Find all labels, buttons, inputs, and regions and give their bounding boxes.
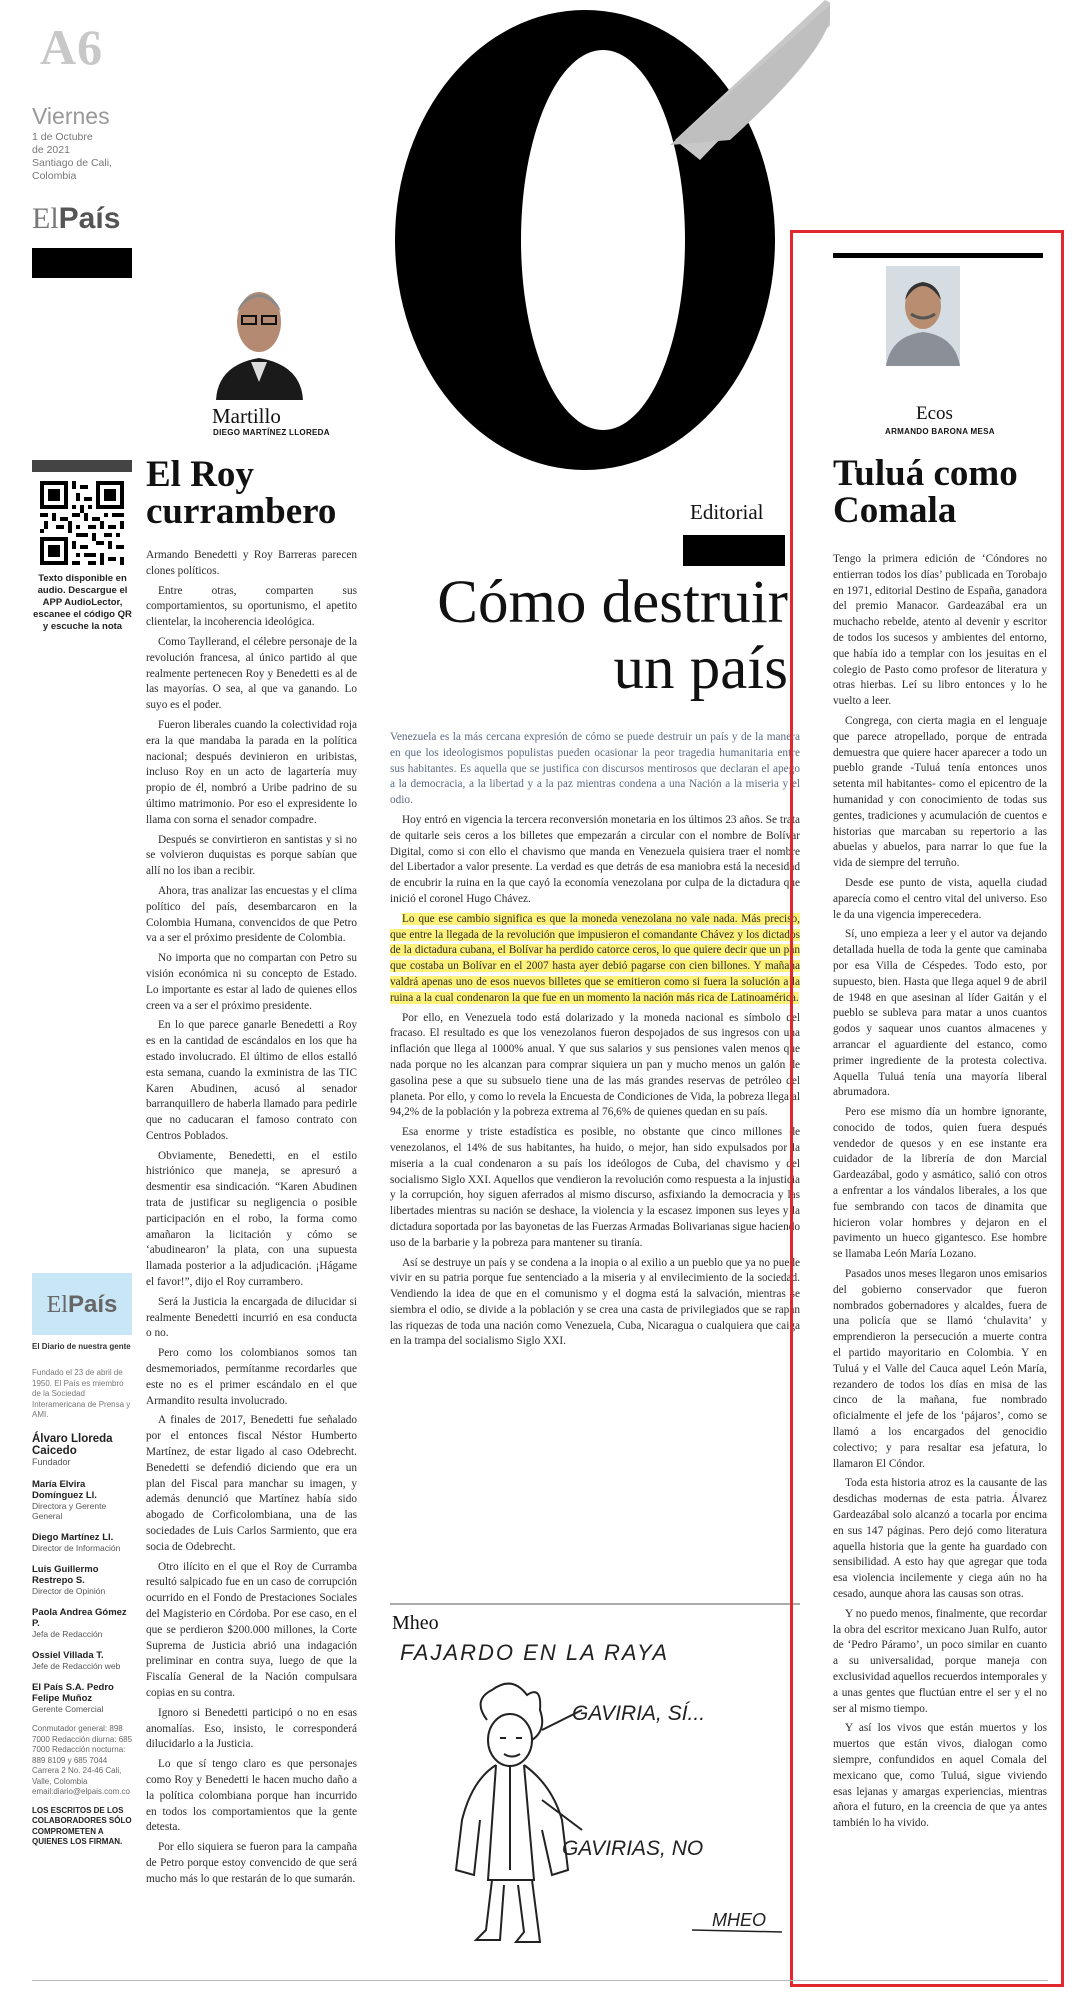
page-year: de 2021 (32, 144, 70, 156)
section-ecos: Ecos (916, 403, 953, 424)
editorial-p4: Así se destruye un país y se condena a la inopia o al exilio a un pueblo que ya no puede vivir en su patria porque fue sentenciado a la miseria y al envilecimiento de la sociedad. Vendiendo la idea de que en el comunismo y el dogma está la salvación, mientras se siembra el odio, se divide a la población y se crea una casta de privilegiados que se rapan las riquezas de toda una nación como Venezuela, Cuba, Nicaragua o cualquiera que caiga en la trampa del socialismo Siglo XXI. (390, 1256, 800, 1348)
editorial-body (390, 730, 800, 1354)
staff-role: Directora y Gerente General (32, 1501, 107, 1521)
staff-name: Paola Andrea Gómez P. (32, 1607, 127, 1629)
ecos-p8: Y no puedo menos, finalmente, que recordar la obra del escritor mexicano Juan Rulfo, autor de ‘Pedro Páramo’, un poco similar en cuanto a su universalidad, porque maneja con exclusividad aquellos recuerdos intemporales y a unas gentes que fluctúan entre el ser y el no ser al mismo tiempo. (833, 1607, 1047, 1715)
cartoon-label: Mheo (392, 1612, 439, 1634)
ecos-p4: Sí, uno empieza a leer y el autor va dejando detallada huella de toda la gente que caminaba por esa Villa de Céspedes. Todo esto, por supuesto, bien. Hasta que llega aquel 9 de abril de 1948 en que asesinan al líder Gaitán y el pueblo se subleva para matar a unos cuantos godos y saquear unos cuantos almacenes y arrancar el aguardiente del estanco, como primer ingrediente de la protesta colectiva. Aquella Tuluá tenía una mayoría liberal abrumadora. (833, 928, 1047, 1099)
author-ecos: ARMANDO BARONA MESA (885, 427, 995, 436)
editorial-title (388, 570, 788, 702)
martillo-body (146, 548, 357, 1948)
author-martillo: DIEGO MARTÍNEZ LLOREDA (213, 428, 330, 437)
staff-role: Gerente Comercial (32, 1704, 104, 1714)
ecos-body (833, 552, 1047, 1836)
title-ecos-line2: Comala (833, 490, 957, 531)
staff-role: Director de Información (32, 1543, 121, 1553)
martillo-p7: No importa que no compartan con Petro su visión económica ni su concepto de Estado. Lo importante es estar al lado de quienes ellos creen va a ser el próximo presidente. (146, 952, 357, 1012)
section-martillo: Martillo (212, 404, 281, 428)
brand-logo-pais: País (58, 202, 121, 235)
staff-role: Director de Opinión (32, 1586, 106, 1596)
masthead-logo-el: El (46, 1292, 68, 1318)
editorial-highlight-para (390, 912, 800, 1007)
masthead-staff (32, 1433, 136, 1848)
title-martillo-line2: currambero (146, 491, 337, 532)
staff-role: Fundador (32, 1457, 71, 1467)
ecos-p9: Y así los vivos que están muertos y los muertos que están vivos, dialogan como siempre, confundidos en aquel Comala del mexicano que, como Tuluá, sigue viviendo esas lejanas y amargas experiencias, mientras añora el futuro, en la creencia de que ya antes también lo ha vivido. (833, 1722, 1047, 1830)
staff-role: Jefa de Redacción (32, 1629, 103, 1639)
title-ecos (833, 455, 1018, 529)
staff-entry (32, 1532, 136, 1553)
ecos-p7: Toda esta historia atroz es la causante de las desdichas modernas de esta patria. Álvarez Gardeazábal solo alcanzó a tocarla por encima en sus 147 páginas. Pero dejó como literatura aquella historia que la gente ha guardado con sensibilidad. A esto hay que agregar que toda esa violencia incilemente y ciega aún no ha cesado, aunque ahora las causas son otras. (833, 1477, 1047, 1600)
cartoon-drawing (392, 1640, 792, 1950)
cartoon-bubble1: GAVIRIA, SÍ... (572, 1702, 706, 1725)
staff-name: Ossiel Villada T. (32, 1650, 104, 1661)
staff-entry (32, 1564, 136, 1596)
editorial-highlight: Lo que ese cambio significa es que la moneda venezolana no vale nada. Más preciso, que entre la llegada de la revolución que impusieron el comandante Chávez y los dictados de la dictadura cubana, el Bolívar ha perdido catorce ceros, lo que quiere decir que un pan que costaba un Bolívar en el 2007 hasta ayer debió pagarse con cien billones. Y mañana valdrá apenas uno de esos nuevos billetes que se emitieron como si fuera la solución a la ruina a la cual condenaron la que fue en un momento la nación más rica de Latinoamérica. (390, 912, 800, 1004)
staff-name: Álvaro Lloreda Caicedo (32, 1433, 113, 1457)
page-number: A6 (40, 19, 104, 75)
page-day: Viernes (32, 103, 110, 129)
staff-entry (32, 1650, 136, 1671)
martillo-p10: Será la Justicia la encargada de dilucidar si realmente Benedetti incurrió en esa conducta o no. (146, 1295, 357, 1340)
black-bar (32, 248, 132, 278)
qr-code[interactable] (40, 481, 124, 565)
title-martillo (146, 456, 336, 530)
qr-bar (32, 460, 132, 472)
martillo-p13: Otro ilícito en el que el Roy de Curramba resultó salpicado fue en un caso de corrupción ocurrido en el Fondo de Prestaciones Sociales del Magisterio en Córdoba. Por ese caso, en el que se perdieron $200.000 millones, la Corte Suprema de Justicia abrió una indagación preliminar en contra suya, luego de que la Fiscalía General de la Nación compulsara copias en su contra. (146, 1560, 357, 1699)
author-photo-martinez (206, 270, 313, 400)
editorial-p2: Por ello, en Venezuela todo está dolarizado y la moneda nacional es símbolo del fracaso. El resultado es que los venezolanos fueron despojados de sus ingresos con una inflación que llega al 1000% anual. Y que sus salarios y sus pensiones valen menos que nada porque no les alcanzan para comprar siquiera un pan y mucho menos un galón de gasolina pese a que su subsuelo tiene una de las más grandes reservas de petróleo del planeta. Por ello, y como lo revela la Encuesta de Condiciones de Vida, la pobreza llega al 94,2% de la población y la pobreza extrema al 76,6% de quienes quedan en su país. (390, 1011, 800, 1119)
brand-logo (32, 201, 120, 236)
martillo-p5: Después se convirtieron en santistas y si no se volvieron duquistas es porque sabían que allí no los iban a recibir. (146, 833, 357, 878)
masthead-logo-pais: País (67, 1291, 118, 1318)
ecos-p1: Tengo la primera edición de ‘Cóndores no entierran todos los días’ publicada en Torobajo en 1971, editorial Destino de España, ganadora del premio Manacor. Gardeazábal era un muchacho rebelde, atento al devenir y escritor de todos los sucesos y ambientes del entorno, que había ido a templar con los jesuitas en el colegio de Pasto como profesor de literatura y otras hierbas. Leí su libro entonces y lo he vuelto a leer. (833, 553, 1047, 708)
cartoon-figure (392, 1670, 792, 1950)
brand-logo-el: El (32, 202, 59, 235)
big-o-graphic (370, 0, 830, 560)
staff-entry (32, 1682, 136, 1714)
page-city: Santiago de Cali, (32, 157, 112, 169)
martillo-p9: Obviamente, Benedetti, en el estilo histriónico que maneja, se apresuró a desmentir esa sindicación. “Karen Abudinen trata de justificar su negligencia o posible participación en el robo, la forma como amañaron la licitación y cómo se ‘abudinearon’ la plata, con una supuesta llamada posterior a la adjudicación. ¡Hágame el favor!”, dijo el Roy currambero. (146, 1149, 357, 1289)
ecos-p2: Congrega, con cierta magia en el lenguaje que parece atropellado, porque de entrada demuestra que quiere hacer aparecer a todo un pueblo grande -Tuluá tenía entonces unos setenta mil habitantes- como el epicentro de la humanidad y con conocimiento de todas sus gentes, tradiciones y acumulación de cuentos e historias que marcaban su repertorio a las abuelas y abuelos, para narrar lo que fue la vida de siempre del terruño. (833, 714, 1047, 870)
martillo-p16: Por ello siquiera se fueron para la campaña de Petro porque estoy convencido de que será mucho más lo que restarán de lo que sumarán. (146, 1841, 357, 1885)
editorial-p3: Esa enorme y triste estadística es posible, no obstante que cinco millones de venezolanos, el 14% de sus habitantes, ha huido, o mejor, han sido expulsados por la miseria a la cual condenaron a su país los ideólogos de Cuba, del chavismo y del socialismo Siglo XXI. Aquellos que vendieron la revolución como respuesta a la injusticia y la corrupción, hoy siguen aferrados al mismo discurso, asfixiando la democracia y las libertades mientras su nación se deshace, la violencia y la escasez imponen sus leyes y la dictadura soportada por las bayonetas de las Fuerzas Armadas Bolivarianas sigue haciendo uso de la barbarie y la pobreza para mantener su tiranía. (390, 1126, 801, 1249)
martillo-p3: Como Tayllerand, el célebre personaje de la revolución francesa, al único partido al que realmente pertenecen Roy y Benedetti es al de las mayorías. O sea, al que va ganando. Lo suyo es el poder. (146, 635, 357, 712)
staff-name: María Elvira Domínguez Ll. (32, 1479, 97, 1501)
editorial-title-line1: Cómo destruir (437, 569, 788, 636)
staff-entry (32, 1607, 136, 1639)
martillo-p11: Pero como los colombianos somos tan desmemoriados, permítanme recordarles que este no es el primer escándalo en el que Armandito resulta involucrado. (146, 1347, 357, 1407)
ecos-p3: Desde ese punto de vista, aquella ciudad aparecía como el centro vital del universo. Eso le da una vigencia imperecedera. (833, 876, 1047, 921)
cartoon-rule (390, 1603, 800, 1605)
staff-name: Luis Guillermo Restrepo S. (32, 1564, 99, 1586)
masthead-founded: Fundado el 23 de abril de 1950. El País es miembro de la Sociedad Interamericana de Prensa y AMI. (32, 1368, 131, 1419)
masthead-disclaimer: LOS ESCRITOS DE LOS COLABORADORES SÓLO COMPROMETEN A QUIENES LOS FIRMAN. (32, 1805, 132, 1846)
page-date-block (32, 131, 112, 183)
martillo-p4: Fueron liberales cuando la colectividad roja era la que mandaba la parada en la política nacional; después devinieron en uribistas, incluso Roy en un acto de lagartería muy propio de él, nombró a Uribe padrino de su último matrimonio. Por eso el expresidente lo llama con sorna el senador compadre. (146, 718, 357, 826)
martillo-p15: Lo que sí tengo claro es que personajes como Roy y Benedetti le hacen mucho daño a la política colombiana porque han incurrido en todos los comportamientos que la gente detesta. (146, 1758, 357, 1834)
page-country: Colombia (32, 170, 77, 182)
martillo-p2: Entre otras, comparten sus comportamientos, su oportunismo, el apetito clientelar, la incoherencia ideológica. (146, 584, 357, 629)
editorial-title-line2: un país (613, 635, 788, 702)
martillo-p1: Armando Benedetti y Roy Barreras parecen clones políticos. (146, 549, 357, 577)
ecos-p6: Pasados unos meses llegaron unos emisarios del gobierno conservador que fueron nombrados gobernadores y alcaldes, fuera de una policía que se llamó ‘chulavita’ y emprendieron la persecución a muerte contra el partido mayoritario en Colombia. Y en Tuluá y el Valle del Cauca aquel León María, rezandero de todos los días en misa de las cinco de la mañana, fue nombrado oficialmente el jefe de los ‘pájaros’, como se llamó a los encargados del genocidio colectivo; y para resaltar esa jefatura, lo llamaron El Cóndor. (833, 1268, 1047, 1470)
masthead-logo (32, 1273, 132, 1335)
cartoon-bubble2: GAVIRIAS, NO (562, 1837, 704, 1860)
staff-entry (32, 1433, 136, 1467)
editorial-bar (683, 535, 785, 566)
bottom-rule (32, 1980, 1048, 1981)
qr-caption: Texto disponible en audio. Descargue el APP AudioLector, escanee el código QR y escuche la nota (33, 573, 132, 632)
masthead-tagline: El Diario de nuestra gente (32, 1342, 131, 1351)
martillo-p12: A finales de 2017, Benedetti fue señalado por el entonces fiscal Néstor Humberto Martínez, de estar ligado al caso Odebrecht. Benedetti se defendió diciendo que era un plan del Fiscal para manchar su imagen, y además denunció que Martínez había sido abogado de Corficolombiana, una de las sociedades de Luis Carlos Sarmiento, que era socia de Odebrecht. (146, 1414, 357, 1553)
martillo-p6: Ahora, tras analizar las encuestas y el clima político del país, desembarcaron en la Colombia Humana, convencidos de que Petro va a ser el próximo presidente de Colombia. (146, 884, 357, 945)
author-photo-barona (886, 266, 960, 366)
cartoon-signature: MHEO (712, 1910, 766, 1930)
editorial-lead: Venezuela es la más cercana expresión de cómo se puede destruir un país y de la manera en que los ideologismos populistas pueden ocasionar la peor tragedia humanitaria entre sus habitantes. Es aquella que se justifica con discursos mentirosos que declaran el apego a la democracia, a la libertad y a la paz mientras condena a una Nación a la miseria y el odio. (390, 731, 800, 807)
masthead-contact: Conmutador general: 898 7000 Redacción diurna: 685 7000 Redacción nocturna: 889 8109 y 685 7044 Carrera 2 No. 24-46 Cali, Valle, Colombia email:diario@elpais.com.co (32, 1724, 133, 1796)
martillo-p14: Ignoro si Benedetti participó o no en esas anomalías. Eso, insisto, le corresponderá dilucidarlo a la Justicia. (146, 1706, 357, 1751)
staff-entry (32, 1479, 136, 1521)
cartoon-title: FAJARDO EN LA RAYA (400, 1640, 670, 1665)
page-date: 1 de Octubre (32, 131, 93, 143)
title-ecos-line1: Tuluá como (833, 453, 1018, 494)
staff-role: Jefe de Redacción web (32, 1661, 121, 1671)
ecos-p5: Pero ese mismo día un hombre ignorante, conocido de todos, quien fuera después vendedor de quesos y en ese instante era cuidador de la librería de don Marcial Gardeazábal, godo y asmático, salió con otros a enfrentar a los vándalos liberales, a los que fue sembrando con tacos de dinamita que hicieron volar hombres y dejaron en el pavimento un hueco gigantesco. Ese hombre se llamaba León María Lozano. (833, 1106, 1047, 1261)
title-martillo-line1: El Roy (146, 454, 254, 495)
staff-name: El País S.A. Pedro Felipe Muñoz (32, 1682, 114, 1704)
section-editorial: Editorial (690, 500, 764, 524)
ecos-top-rule (833, 253, 1043, 258)
staff-name: Diego Martínez Ll. (32, 1532, 114, 1543)
editorial-p1: Hoy entró en vigencia la tercera reconversión monetaria en los últimos 23 años. Se trata de quitarle seis ceros a los billetes que empezarán a circular con el nombre de Bolívar Digital, como si con ello el chavismo que manda en Venezuela quisiera traer el nombre del Libertador a valor presente. La verdad es que detrás de esa maniobra está la necesidad de encubrir la ruina en la que cayó la economía venezolana por culpa de la dictadura que inició el coronel Hugo Chávez. (390, 813, 800, 905)
martillo-p8: En lo que parece ganarle Benedetti a Roy es en la cantidad de escándalos en los que ha estado involucrado. El último de ellos estalló esta semana, cuando la exministra de las TIC Karen Abudinen, acusó al senador barranquillero de haberla llamado para pedirle que no caducaran el famoso contrato con Centros Poblados. (146, 1019, 357, 1142)
